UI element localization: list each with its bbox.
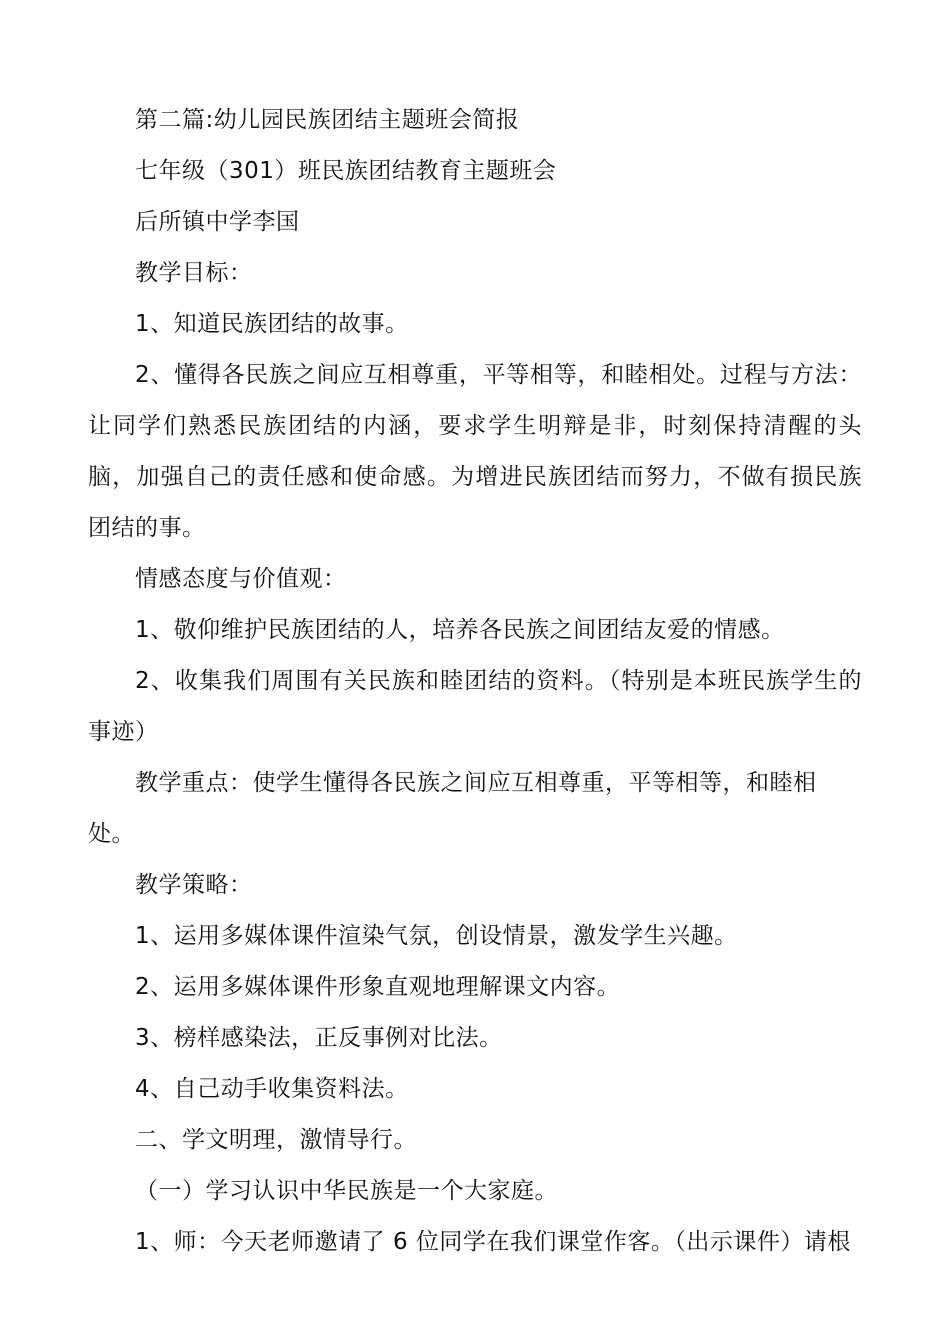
goal-item-2: 2、懂得各民族之间应互相尊重，平等相等，和睦相处。过程与方法：让同学们熟悉民族团结的内涵，要求学生明辩是非，时刻保持清醒的头脑，加强自己的责任感和使命感。为增进民族团结而努力，不做有损民族团结的事。 (88, 362, 862, 541)
section-title: 第二篇:幼儿园民族团结主题班会简报 (135, 107, 520, 133)
heading-teaching-goals: 教学目标： (135, 260, 253, 286)
strategy-item-1: 1、运用多媒体课件渲染气氛，创设情景，激发学生兴趣。 (135, 923, 738, 949)
strategy-item-3: 3、榜样感染法，正反事例对比法。 (135, 1025, 503, 1051)
emotion-item-1: 1、敬仰维护民族团结的人，培养各民族之间团结友爱的情感。 (135, 617, 785, 643)
subsection-one-heading: （一）学习认识中华民族是一个大家庭。 (135, 1178, 558, 1204)
section-two-heading: 二、学文明理，激情导行。 (135, 1127, 417, 1153)
class-meeting-title: 七年级（301）班民族团结教育主题班会 (135, 158, 557, 184)
emotion-item-2: 2、收集我们周围有关民族和睦团结的资料。（特别是本班民族学生的事迹） (88, 668, 862, 745)
author-line: 后所镇中学李国 (135, 209, 300, 235)
heading-emotion-attitude: 情感态度与价值观： (135, 566, 347, 592)
teaching-focus: 教学重点：使学生懂得各民族之间应互相尊重，平等相等，和睦相处。 (88, 770, 817, 847)
strategy-item-2: 2、运用多媒体课件形象直观地理解课文内容。 (135, 974, 621, 1000)
goal-item-1: 1、知道民族团结的故事。 (135, 311, 409, 337)
strategy-item-4: 4、自己动手收集资料法。 (135, 1076, 409, 1102)
teacher-line: 1、师：今天老师邀请了 6 位同学在我们课堂作客。（出示课件）请根 (135, 1229, 851, 1255)
heading-teaching-strategy: 教学策略： (135, 872, 253, 898)
